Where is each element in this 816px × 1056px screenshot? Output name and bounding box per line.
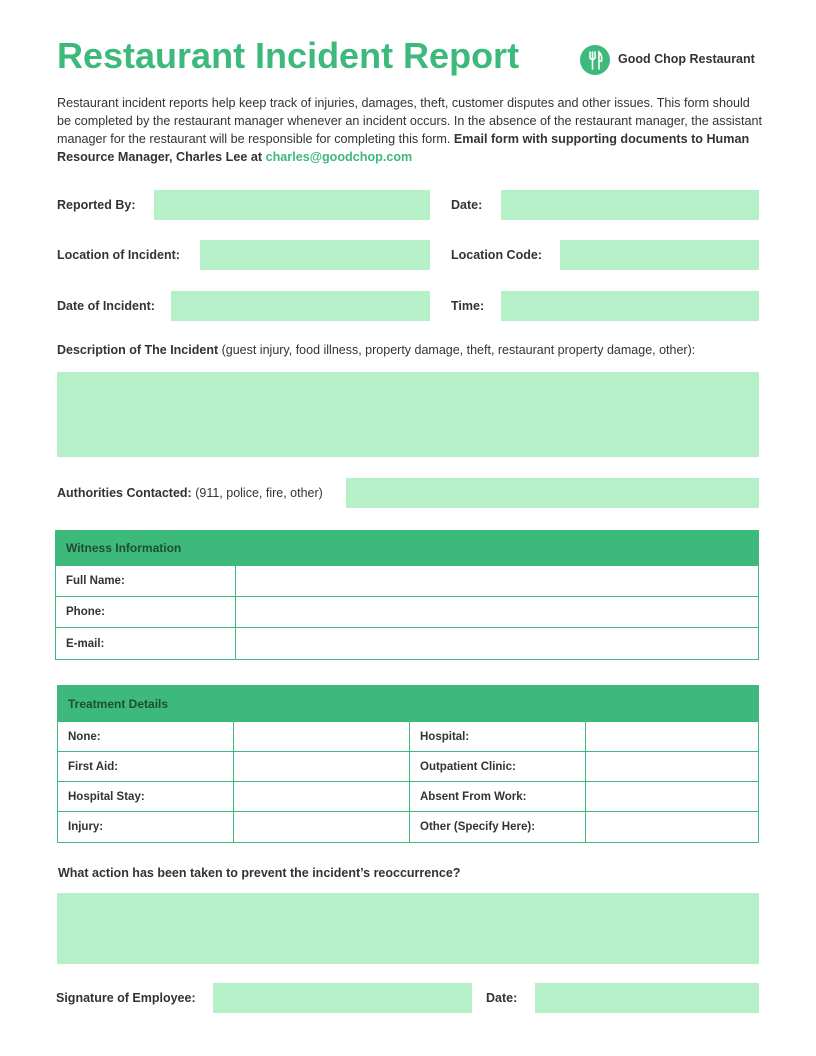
reported-by-label: Reported By:	[57, 198, 136, 212]
signature-label: Signature of Employee:	[56, 991, 196, 1005]
page-title: Restaurant Incident Report	[57, 35, 520, 76]
reported-by-field[interactable]	[154, 190, 430, 220]
date-label: Date:	[451, 198, 483, 212]
prevention-field[interactable]	[57, 893, 759, 964]
intro-bold-text: Email form with supporting documents to Human Resource Manager, Charles Lee at	[57, 132, 750, 164]
treatment-none-label: None:	[58, 722, 234, 752]
witness-name-label: Full Name:	[56, 566, 236, 597]
witness-heading: Witness Information	[56, 531, 759, 566]
location-field[interactable]	[200, 240, 430, 270]
description-label	[57, 343, 695, 357]
location-code-field[interactable]	[560, 240, 759, 270]
email-link[interactable]: charles@goodchop.com	[265, 150, 413, 164]
date-of-incident-label: Date of Incident:	[57, 299, 155, 313]
date-field[interactable]	[501, 190, 759, 220]
treatment-injury-label: Injury:	[58, 812, 234, 843]
treatment-hospital-stay-label: Hospital Stay:	[58, 782, 234, 812]
signature-date-label: Date:	[486, 991, 518, 1005]
authorities-label-bold: Authorities Contacted:	[57, 486, 192, 500]
treatment-absent-label: Absent From Work:	[410, 782, 586, 812]
treatment-first-aid-label: First Aid:	[58, 752, 234, 782]
time-label: Time:	[451, 299, 485, 313]
description-label-bold: Description of The Incident	[57, 343, 219, 357]
treatment-none-field[interactable]	[234, 722, 410, 752]
treatment-table	[57, 685, 759, 843]
treatment-heading: Treatment Details	[58, 686, 759, 722]
authorities-label	[57, 486, 323, 500]
intro-text: Restaurant incident reports help keep track of injuries, damages, theft, customer disputes and other issues. This form should be completed by the restaurant manager whenever an incident occurs. In the absence of the restaurant manager, the assistant manager for the restaurant will be responsible for completing this form.	[57, 96, 762, 146]
witness-table	[55, 530, 759, 660]
brand-name: Good Chop Restaurant	[618, 52, 755, 66]
treatment-other-field[interactable]	[586, 812, 759, 843]
treatment-hospital-stay-field[interactable]	[234, 782, 410, 812]
witness-email-field[interactable]	[236, 628, 759, 660]
authorities-hint: (911, police, fire, other)	[191, 486, 323, 500]
prevention-question: What action has been taken to prevent the incident’s reoccurrence?	[58, 866, 461, 880]
fork-knife-icon	[580, 45, 610, 75]
treatment-first-aid-field[interactable]	[234, 752, 410, 782]
witness-email-label: E-mail:	[56, 628, 236, 660]
witness-name-field[interactable]	[236, 566, 759, 597]
treatment-absent-field[interactable]	[586, 782, 759, 812]
description-field[interactable]	[57, 372, 759, 457]
signature-field[interactable]	[213, 983, 472, 1013]
treatment-outpatient-field[interactable]	[586, 752, 759, 782]
witness-phone-label: Phone:	[56, 597, 236, 628]
treatment-hospital-label: Hospital:	[410, 722, 586, 752]
description-hint: (guest injury, food illness, property damage, theft, restaurant property damage, other):	[218, 343, 696, 357]
treatment-hospital-field[interactable]	[586, 722, 759, 752]
signature-date-field[interactable]	[535, 983, 759, 1013]
time-field[interactable]	[501, 291, 759, 321]
intro-paragraph	[57, 94, 762, 166]
location-label: Location of Incident:	[57, 248, 180, 262]
witness-phone-field[interactable]	[236, 597, 759, 628]
treatment-injury-field[interactable]	[234, 812, 410, 843]
date-of-incident-field[interactable]	[171, 291, 430, 321]
treatment-other-label: Other (Specify Here):	[410, 812, 586, 843]
treatment-outpatient-label: Outpatient Clinic:	[410, 752, 586, 782]
authorities-field[interactable]	[346, 478, 759, 508]
location-code-label: Location Code:	[451, 248, 542, 262]
